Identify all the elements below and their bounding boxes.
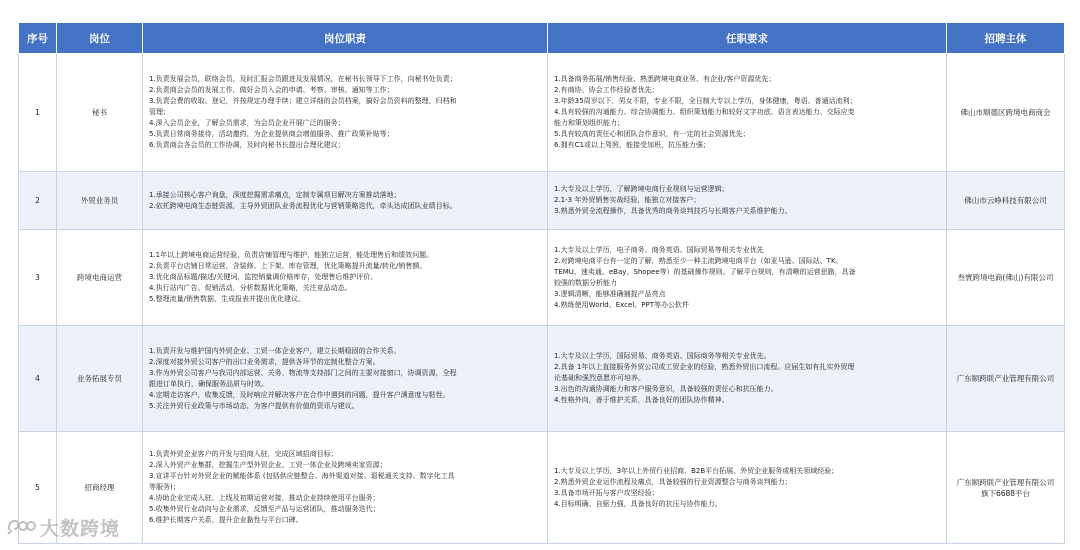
requirement-line: 2.熟悉外贸企业运作流程及痛点，具备较强的行业资源整合与商务谈判能力； [554, 477, 792, 486]
requirement-line: 较强的数据分析能力 [554, 278, 617, 287]
requirement-line: 3.逻辑清晰，能够准确捕捉产品亮点 [554, 289, 666, 298]
table-row [19, 230, 1065, 326]
watermark-logo-icon [6, 516, 36, 538]
row-duties-cell [143, 54, 548, 172]
duty-line: 3.宣讲平台针对外贸企业的赋能体系 (包括供应链整合、海外渠道对接、退税通关支持、数字化工具 [149, 472, 455, 480]
requirement-line: 2.1-3 年外贸销售实战经验，能独立对接客户； [554, 196, 701, 204]
row-position-cell: 业务拓展专员 [57, 326, 143, 432]
requirement-line: 3.具备市场开拓与客户攻坚经验； [554, 488, 659, 497]
header-employer: 招聘主体 [947, 23, 1065, 54]
watermark-text: 大数跨境 [40, 517, 121, 540]
duty-line: 6.维护长期客户关系，提升企业黏性与平台口碑。 [149, 516, 303, 524]
duty-line: 2.深入外贸产业集群，挖掘生产型外贸企业、工贸一体企业及跨境卖家资源； [149, 461, 387, 469]
header-requirements: 任职要求 [548, 23, 947, 54]
requirement-line: 4.熟练使用World、Excel、PPT等办公软件 [554, 300, 689, 309]
table-body [19, 54, 1065, 544]
duty-line: 4.执行站内广告、促销活动，分析数据优化策略，关注竞品动态。 [149, 284, 352, 292]
duty-line: 3.作为外贸公司客户与我司内部运营、关务、物流等支持部门之间的主要对接窗口，协调资源，全程 [149, 368, 457, 377]
duty-line: 5.收集外贸行业动向与企业需求，反馈至产品与运营团队，推动服务迭代； [149, 505, 380, 513]
row-position-cell: 秘书 [57, 54, 143, 172]
requirement-line: 1.大专及以上学历，3年以上外贸行业招商、B2B平台拓展、外贸企业服务或相关领域经验； [554, 466, 839, 475]
requirement-line: 1.具备商务拓展/销售经验、熟悉跨境电商业务、有企业/客户资源优先； [554, 75, 776, 83]
duty-line: 3.负责会费的收取、登记，并按规定办理手续；建立详细的会员档案，搞好会员资料的整理、归档和 [149, 97, 457, 105]
employer-line: 佛山市云峥科技有限公司 [964, 196, 1047, 205]
job-table-container [18, 22, 1064, 544]
duty-line: 5.负责日常商务接待，活动邀约，为企业提供商会增值服务、推广政策补贴等； [149, 130, 394, 138]
requirement-line: 2.有商协、协会工作经验者优先； [554, 86, 659, 94]
row-position-cell: 外贸业务员 [57, 172, 143, 230]
row-index-cell: 1 [19, 54, 57, 172]
duty-line: 1.1年以上跨境电商运营经验，负责店铺管理与维护，能独立运营，能处理售后和绩效问题。 [149, 251, 434, 259]
watermark [6, 510, 120, 544]
requirement-line: 2.具备 1年以上直接服务外贸公司或工贸企业的经验，熟悉外贸出口流程。应届生如有扎实外贸理 [554, 363, 855, 371]
duty-line: 等服务)； [149, 483, 180, 491]
row-index-cell: 4 [19, 326, 57, 432]
duty-line: 2.负责商会会员的发展工作，做好会员入会的申请、考察、审核、通知等工作； [149, 86, 394, 94]
duty-line: 3.优化商品标题/描述/关键词，监控销量调价格库存，处理售后维护评价。 [149, 273, 378, 281]
row-employer-cell [947, 432, 1065, 544]
row-employer-cell [947, 326, 1065, 432]
duty-line: 1.负责发展会员，联络会员，及时汇报会员跟进及发展情况，在秘书长领导下工作，向秘书处负责； [149, 75, 457, 83]
duty-line: 1.负责开发与维护国内外贸企业、工贸一体企业客户，建立长期稳固的合作关系。 [149, 346, 401, 355]
row-employer-cell [947, 230, 1065, 326]
employer-line: 佛山市顺德区跨境电商商会 [960, 108, 1051, 117]
requirement-line: 4.性格外向，善于维护关系，具备良好的团队协作精神。 [554, 396, 729, 404]
duty-line: 跟进订单执行，确保服务品质与时效。 [149, 379, 268, 388]
requirement-line: 能力和策划组织能力； [554, 119, 624, 127]
row-duties-cell [143, 432, 548, 544]
row-employer-cell [947, 172, 1065, 230]
table-header-row [19, 23, 1065, 54]
row-duties-cell [143, 172, 548, 230]
requirement-line: 3.熟悉外贸全流程操作，具备优秀的商务谈判技巧与长期客户关系维护能力。 [554, 207, 792, 215]
requirement-line: 6.拥有C1或以上驾照，能接受加班，抗压能力强； [554, 141, 711, 149]
employer-line: 广东顺跨联产业管理有限公司 [956, 477, 1055, 487]
requirement-line: 4.目标明确、自驱力强，具备良好的抗压与协作能力。 [554, 499, 722, 508]
duty-line: 6.负责商会各会员的工作协调，及时向秘书长提出合理化建议； [149, 141, 345, 149]
duty-line: 4.定期走访客户，收集反馈，及时响应并解决客户在合作中遇到的问题，提升客户满意度与粘性。 [149, 390, 450, 399]
row-position-cell: 招商经理 [57, 432, 143, 544]
requirement-line: TEMU、速卖通、eBay、Shopee等）的基础操作规则。了解平台规则，有清晰的运营思路，具备 [554, 267, 856, 276]
table-row [19, 326, 1065, 432]
duty-line: 5.关注外贸行业政策与市场动态，为客户提供有价值的资讯与建议。 [149, 401, 359, 410]
row-duties-cell [143, 230, 548, 326]
employer-line: 叁寰跨境电商(佛山)有限公司 [957, 273, 1054, 282]
header-duties: 岗位职责 [143, 23, 548, 54]
row-requirements-cell [548, 54, 947, 172]
row-requirements-cell [548, 172, 947, 230]
row-requirements-cell [548, 432, 947, 544]
duty-line: 1.负责外贸企业客户的开发与招商入驻，完成区域招商目标； [149, 450, 338, 458]
requirement-line: 5.具有较高的责任心和团队合作意识，有一定的社会资源优先； [554, 130, 750, 138]
row-requirements-cell [548, 230, 947, 326]
row-employer-cell [947, 54, 1065, 172]
header-index: 序号 [19, 23, 57, 54]
duty-line: 管理； [149, 108, 170, 116]
duty-line: 4.协助企业完成入驻、上线及初期运营对接，推动企业持续使用平台服务； [149, 494, 380, 502]
row-index-cell: 3 [19, 230, 57, 326]
requirement-line: 1.大专及以上学历，国际贸易、商务英语、国际商务等相关专业优先。 [554, 352, 771, 360]
employer-line: 旗下6688平台 [980, 488, 1031, 498]
duty-line: 4.深入会员企业，了解会员需求，为会员企业开展广泛的服务； [149, 119, 345, 127]
row-duties-cell [143, 326, 548, 432]
requirement-line: 1.大专及以上学历，电子商务、商务英语、国际贸易等相关专业优先 [554, 245, 764, 254]
duty-line: 2.深度对接外贸公司客户的出口业务需求，提供各环节的定制化整合方案。 [149, 357, 380, 366]
requirement-line: 1.大专及以上学历，了解跨境电商行业规则与运营逻辑； [554, 185, 729, 193]
requirement-line: 3.年龄35周岁以下，男女不限，专业不限，全日制大专以上学历，身体健康，粤语、普通话流利； [554, 97, 857, 105]
employer-line: 广东顺跨联产业管理有限公司 [956, 374, 1055, 383]
table-row [19, 54, 1065, 172]
requirement-line: 论基础和强烈意愿亦可培养。 [554, 374, 645, 382]
duty-line: 2.依托跨境电商生态链资源，主导外贸团队业务流程优化与营销策略迭代，牵头达成团队业绩目标。 [149, 201, 457, 210]
duty-line: 1.承接公司核心客户询盘，深度挖掘需求痛点，定制专属项目解决方案推动落地； [149, 190, 401, 199]
duty-line: 2.负责平台店铺日常运营，含装修、上下架、库存管理，优化策略提升流量/转化/销售额。 [149, 262, 427, 270]
job-listings-table [18, 22, 1065, 544]
requirement-line: 4.具有较强的沟通能力、综合协调能力、组织策划能力和较好文字功底、语言表达能力、交际应变 [554, 108, 855, 116]
row-position-cell: 跨境电商运营 [57, 230, 143, 326]
requirement-line: 3.出色的沟通协调能力和客户服务意识，具备较强的责任心和抗压能力。 [554, 385, 778, 393]
header-position: 岗位 [57, 23, 143, 54]
table-row [19, 172, 1065, 230]
row-index-cell: 5 [19, 432, 57, 544]
row-index-cell: 2 [19, 172, 57, 230]
row-requirements-cell [548, 326, 947, 432]
duty-line: 5.整理流量/销售数据，生成报表并提出优化建议。 [149, 295, 306, 303]
requirement-line: 2.对跨境电商平台有一定的了解，熟悉至少一种主流跨境电商平台（如亚马逊、国际站、TK、 [554, 256, 843, 265]
table-row [19, 432, 1065, 544]
